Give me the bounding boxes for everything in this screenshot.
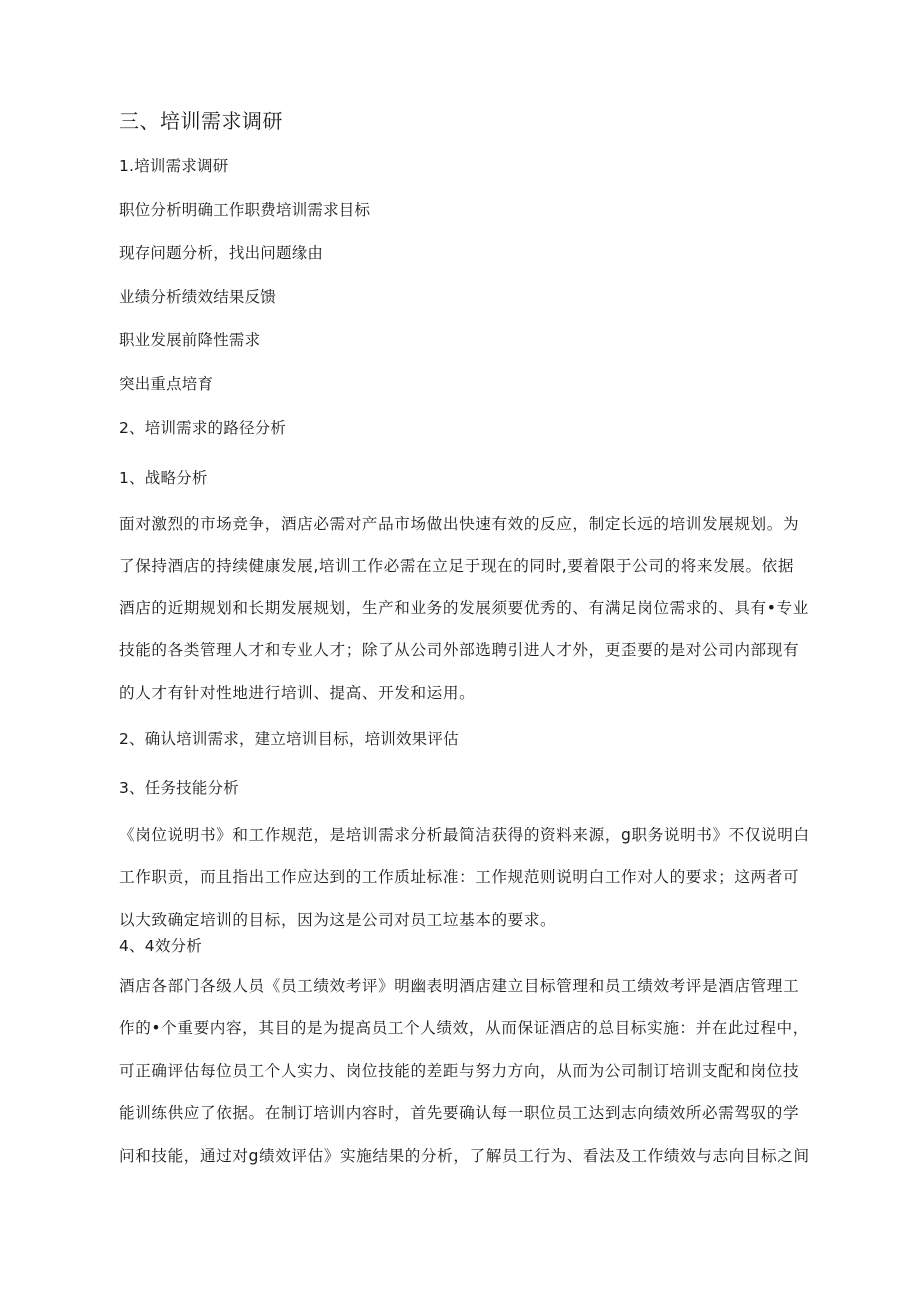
paragraph-line: 作的•个重要内容，其目的是为提高员工个人绩效，从而保证酒店的总目标实施：并在此过程中，: [119, 1019, 809, 1037]
subsection-title: 3、任务技能分析: [119, 779, 239, 797]
paragraph-line: 技能的各类管理人才和专业人才；除了从公司外部选聘引进人才外，更歪要的是对公司内部现有: [119, 641, 800, 659]
subsection-title: 2、培训需求的路径分析: [119, 419, 287, 437]
paragraph-line: 能训练供应了依据。在制订培训内容时，首先要确认每一职位员工达到志向绩效所必需驾驭的学: [119, 1104, 800, 1122]
list-item: 业绩分析绩效结果反馈: [119, 288, 277, 306]
section-heading: 三、培训需求调研: [119, 109, 283, 133]
list-item: 职业发展前降性需求: [119, 331, 261, 349]
subsection-title: 1、战略分析: [119, 469, 208, 487]
list-item: 现存问题分析，找出问题缘由: [119, 244, 324, 262]
list-item: 职位分析明确工作职费培训需求目标: [119, 201, 371, 219]
subsection-title: 4、4效分析: [119, 937, 202, 955]
paragraph-line: 问和技能，通过对g绩效评估》实施结果的分析，了解员工行为、看法及工作绩效与志向目标之间: [119, 1147, 810, 1165]
paragraph-line: 以大致确定培训的目标，因为这是公司对员工垃基本的要求。: [119, 911, 557, 929]
paragraph-line: 了保持酒店的持续健康发展,培训工作必需在立足于现在的同时,要着限于公司的将来发展。依据: [119, 557, 795, 575]
paragraph-line: 酒店各部门各级人员《员工绩效考评》明幽表明酒店建立目标管理和员工绩效考评是酒店管理工: [119, 977, 800, 995]
paragraph-line: 面对激烈的市场竞争，酒店必需对产品市场做出快速有效的反应，制定长远的培训发展规划。为: [119, 515, 800, 533]
list-item: 突出重点培育: [119, 375, 214, 393]
paragraph-line: 酒店的近期规划和长期发展规划，生产和业务的发展须要优秀的、有满足岗位需求的、具有•专业: [119, 599, 809, 617]
paragraph-line: 可正确评估每位员工个人实力、岗位技能的差距与努力方向，从而为公司制订培训支配和岗位技: [119, 1062, 800, 1080]
subsection-title: 2、确认培训需求，建立培训目标，培训效果评估: [119, 730, 459, 748]
subsection-title: 1.培训需求调研: [119, 157, 229, 175]
paragraph-line: 工作职贡，而且指出工作应达到的工作质址标准：工作规范则说明白工作对人的要求；这两者可: [119, 868, 800, 886]
paragraph-line: 《岗位说明书》和工作规范，是培训需求分析最简洁获得的资料来源，g职务说明书》不仅说明白: [119, 826, 810, 844]
paragraph-line: 的人才有针对性地进行培训、提高、开发和运用。: [119, 684, 476, 702]
